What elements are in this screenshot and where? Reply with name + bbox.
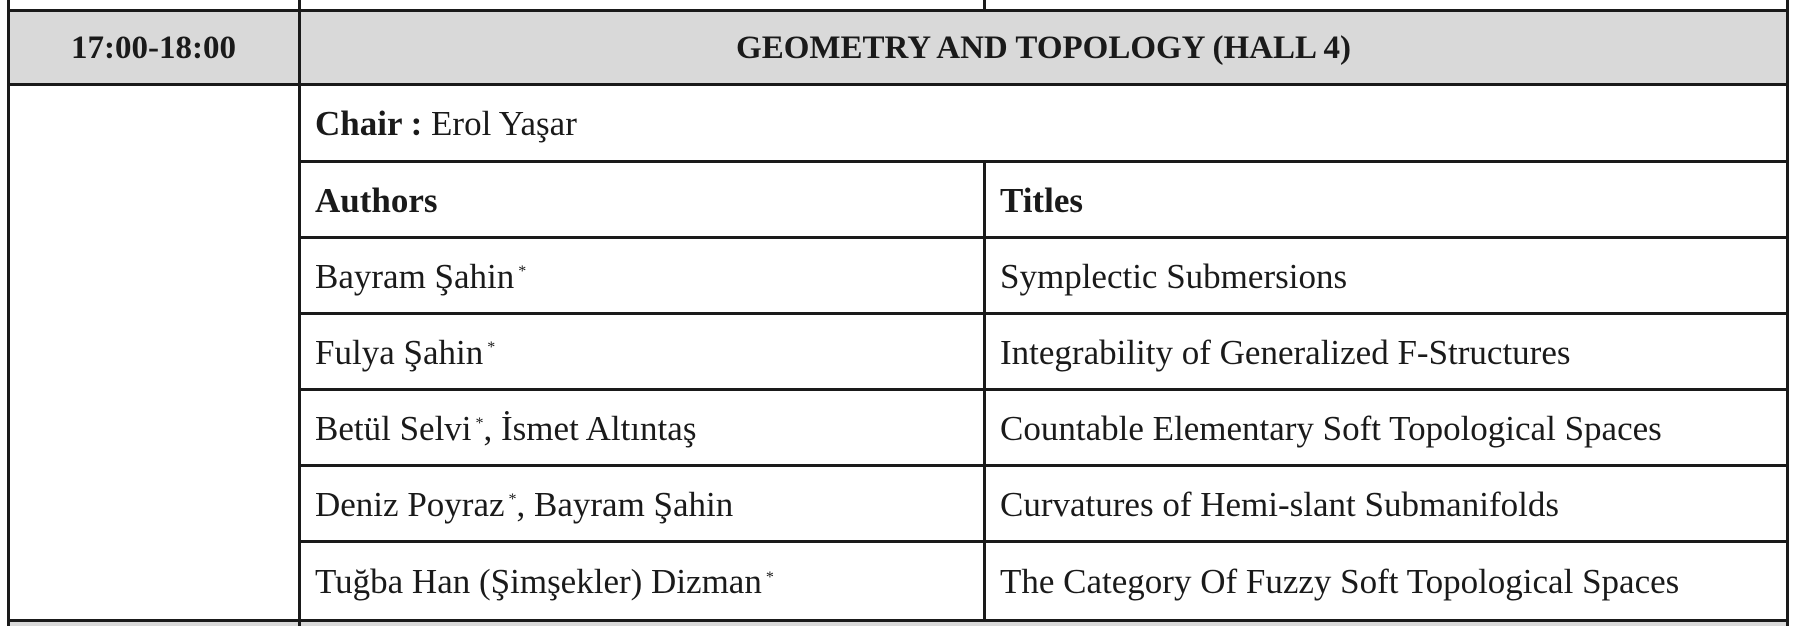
chair-name: Erol Yaşar [431, 104, 577, 143]
presenter-star: * [508, 491, 517, 508]
author-name: Deniz Poyraz [315, 484, 505, 524]
author-name: Betül Selvi [315, 408, 472, 448]
table-row-5-title: The Category Of Fuzzy Soft Topological Spaces [1000, 562, 1680, 601]
rule-column-divider [983, 162, 986, 621]
coauthor-name: , İsmet Altıntaş [483, 408, 697, 448]
author-name: Tuğba Han (Şimşekler) Dizman [315, 562, 762, 601]
presenter-star: * [518, 263, 527, 280]
table-row-3-title: Countable Elementary Soft Topological Spaces [1000, 408, 1662, 448]
rule-left [7, 0, 10, 626]
table-row-5-author [299, 542, 984, 621]
presenter-star: * [475, 415, 484, 432]
chair-row [299, 85, 1788, 162]
table-row-2-title: Integrability of Generalized F-Structures [1000, 332, 1571, 372]
rule-column-divider-top [983, 0, 986, 11]
rule-row-3-bottom [299, 464, 1788, 467]
titles-header: Titles [1000, 180, 1083, 220]
session-time: 17:00-18:00 [71, 29, 236, 66]
rule-time-column [298, 0, 301, 626]
rule-row-2-bottom [299, 388, 1788, 391]
author-name: Fulya Şahin [315, 332, 484, 372]
presenter-star: * [487, 339, 496, 356]
rule-top [8, 9, 1788, 12]
table-row-4-author [299, 466, 984, 542]
session-title: GEOMETRY AND TOPOLOGY (HALL 4) [736, 29, 1351, 66]
presenter-star: * [765, 568, 774, 586]
author-name: Bayram Şahin [315, 256, 515, 296]
authors-header: Authors [315, 180, 438, 220]
rule-right [1786, 0, 1789, 626]
rule-header-bottom [8, 83, 1788, 86]
table-row-3-author [299, 390, 984, 466]
rule-row-4-bottom [299, 540, 1788, 543]
coauthor-name: , Bayram Şahin [516, 484, 734, 524]
rule-chair-bottom [299, 160, 1788, 163]
table-row-4-title: Curvatures of Hemi-slant Submanifolds [1000, 484, 1559, 524]
table-row-2-author [299, 314, 984, 390]
rule-colheader-bottom [299, 236, 1788, 239]
table-row-1-title: Symplectic Submersions [1000, 256, 1348, 296]
chair-label: Chair : [315, 104, 423, 143]
rule-bottom [8, 619, 1788, 622]
rule-row-1-bottom [299, 312, 1788, 315]
table-row-1-author [299, 238, 984, 314]
